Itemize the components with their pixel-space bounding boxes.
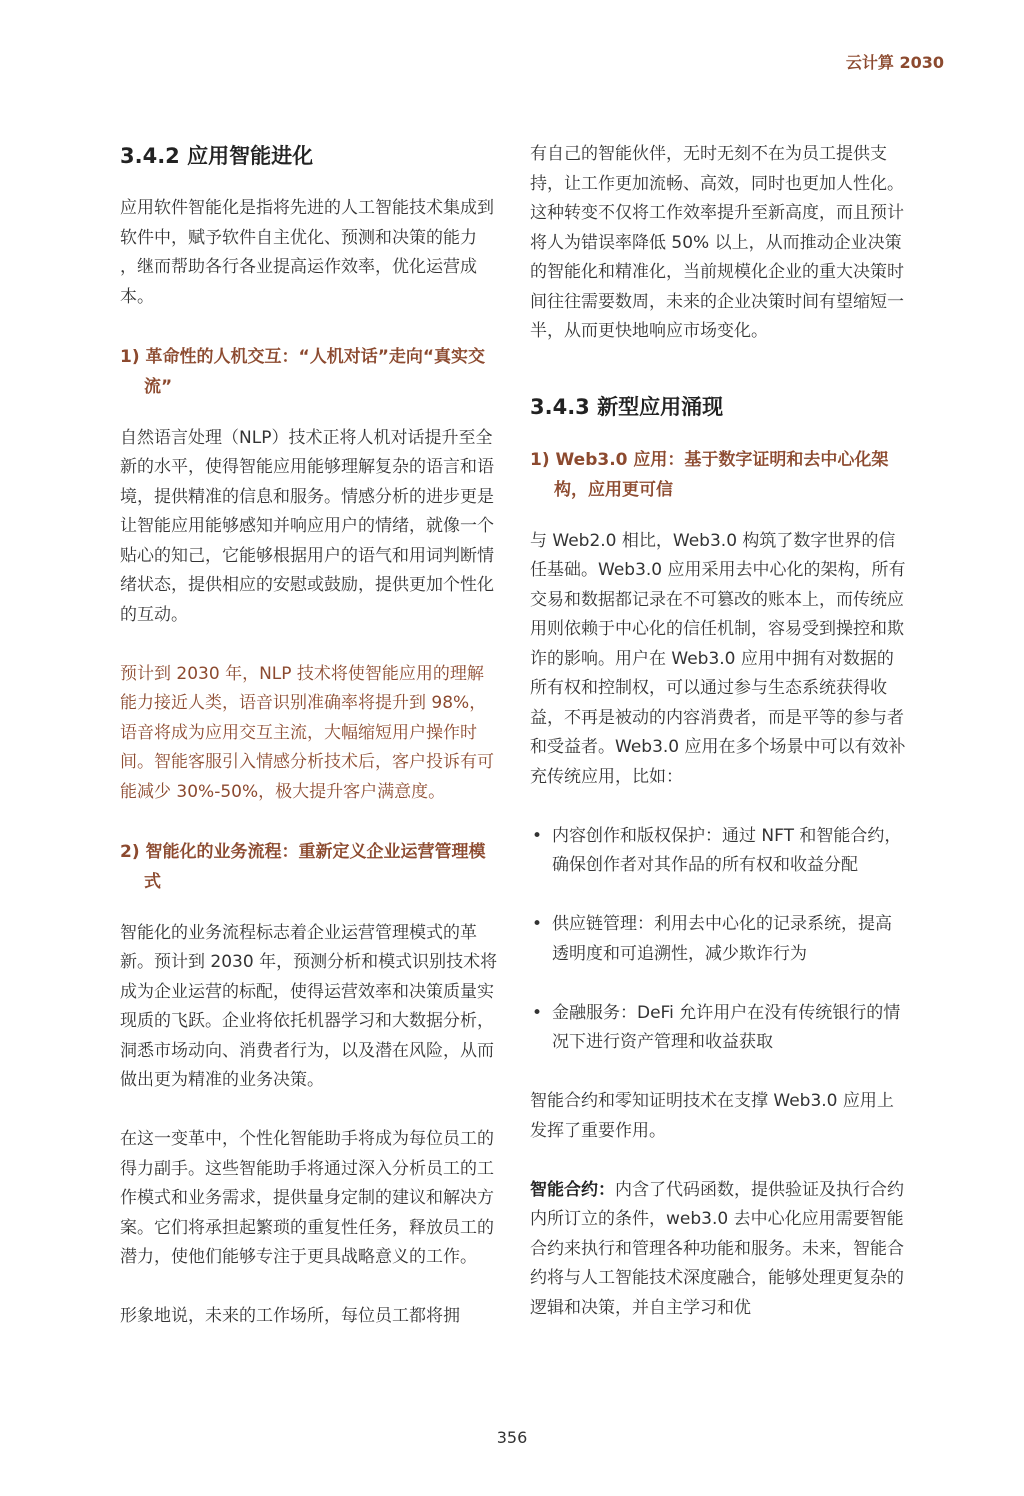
subsection-title-2: 2) 智能化的业务流程：重新定义企业运营管理模式 [120,841,486,892]
subsection-title-web3: 1) Web3.0 应用：基于数字证明和去中心化架构，应用更可信 [530,449,889,500]
workplace-paragraph: 形象地说，未来的工作场所，每位员工都将拥 [120,1306,460,1326]
subsection-title-1: 1) 革命性的人机交互：“人机对话”走向“真实交流” [120,346,486,397]
web3-bullet-list [530,822,908,1058]
business-process-paragraph: 智能化的业务流程标志着企业运营管理模式的革新。预计到 2030 年，预测分析和模式识别技术将成为企业运营的标配，使得运营效率和决策质量实现质的飞跃。企业将依托机器学习和大数据分析，洞悉市场动向、消费者行为，以及潜在风险，从而做出更为精准的业务决策。 [120,922,498,1090]
header-title: 云计算 2030 [845,53,944,72]
smart-contract-label: 智能合约： [530,1179,615,1200]
left-column [120,140,498,1361]
list-item-text: 内容创作和版权保护：通过 NFT 和智能合约，确保创作者对其作品的所有权和收益分配 [552,825,902,875]
nlp-highlight-paragraph: 预计到 2030 年，NLP 技术将使智能应用的理解能力接近人类，语音识别准确率将提升到 98%，语音将成为应用交互主流，大幅缩短用户操作时间。智能客服引入情感分析技术后，客户投诉有可能减少 30%-50%，极大提升客户满意度。 [120,663,494,802]
list-item [530,999,908,1058]
list-item-text: 金融服务：DeFi 允许用户在没有传统银行的情况下进行资产管理和收益获取 [552,1002,901,1052]
list-item [530,822,908,881]
bullet-icon: • [532,1002,543,1023]
list-item-text: 供应链管理：利用去中心化的记录系统，提高透明度和可追溯性，减少欺诈行为 [552,914,892,964]
list-item [530,910,908,969]
smart-contract-intro: 智能合约和零知证明技术在支撑 Web3.0 应用上发挥了重要作用。 [530,1091,894,1141]
smart-contract-text: 内含了代码函数，提供验证及执行合约内所订立的条件，web3.0 去中心化应用需要智能合约来执行和管理各种功能和服务。未来，智能合约将与人工智能技术深度融合，能够处理更复杂的逻辑和决策，并自主学习和优 [530,1179,904,1318]
bullet-icon: • [532,914,543,934]
intro-paragraph: 应用软件智能化是指将先进的人工智能技术集成到软件中，赋予软件自主优化、预测和决策的能力 ，继而帮助各行各业提高运作效率，优化运营成本。 [120,198,494,307]
section-title-3-4-3: 3.4.3 新型应用涌现 [530,394,724,419]
continued-paragraph: 有自己的智能伙伴，无时无刻不在为员工提供支持，让工作更加流畅、高效，同时也更加人性化。这种转变不仅将工作效率提升至新高度，而且预计将人为错误率降低 50% 以上，从而推动企业决策的智能化和精准化，当前规模化企业的重大决策时间往往需要数周，未来的企业决策时间有望缩短一半，从而更快地响应市场变化。 [530,144,904,341]
bullet-icon: • [532,825,543,846]
section-title-3-4-2: 3.4.2 应用智能进化 [120,144,314,168]
right-column [530,140,908,1353]
assistant-paragraph: 在这一变革中，个性化智能助手将成为每位员工的得力副手。这些智能助手将通过深入分析员工的工作模式和业务需求，提供量身定制的建议和解决方案。它们将承担起繁琐的重复性任务，释放员工的潜力，使他们能够专注于更具战略意义的工作。 [120,1129,494,1267]
nlp-paragraph: 自然语言处理（NLP）技术正将人机对话提升至全新的水平，使得智能应用能够理解复杂的语言和语境，提供精准的信息和服务。情感分析的进步更是让智能应用能够感知并响应用户的情绪，就像一个贴心的知己，它能够根据用户的语气和用词判断情绪状态，提供相应的安慰或鼓励，提供更加个性化的互动。 [120,427,494,625]
web3-paragraph: 与 Web2.0 相比，Web3.0 构筑了数字世界的信任基础。Web3.0 应用采用去中心化的架构，所有交易和数据都记录在不可篡改的账本上，而传统应用则依赖于中心化的信任机制，容易受到操控和欺诈的影响。用户在 Web3.0 应用中拥有对数据的所有权和控制权，可以通过参与生态系统获得收益，不再是被动的内容消费者，而是平等的参与者和受益者。Web3.0 应用在多个场景中可以有效补充传统应用，比如： [530,530,906,787]
smart-contract-paragraph [530,1176,908,1324]
page-number: 356 [496,1428,528,1447]
